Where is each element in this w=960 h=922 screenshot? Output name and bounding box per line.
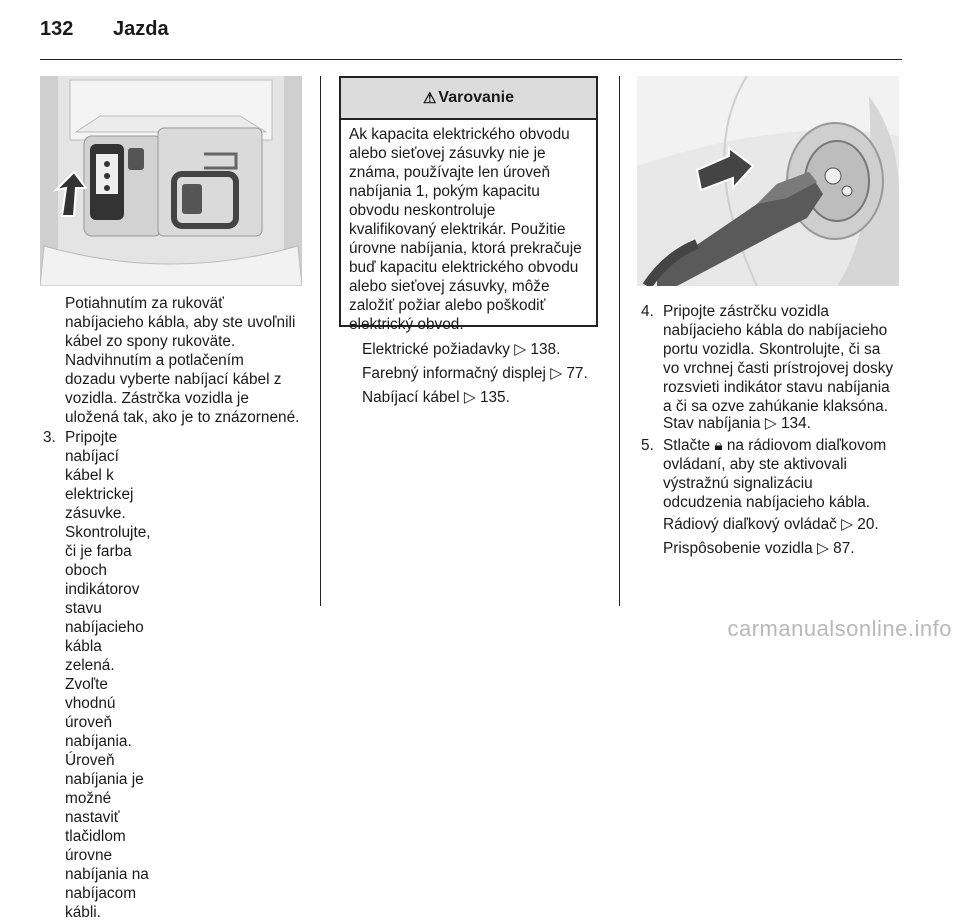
step-line: elektrickej zásuvke. Skontrolujte, (65, 486, 151, 541)
instruction-line: nabíjacieho kábla, aby ste uvoľnili (65, 314, 296, 331)
reference-text: Nabíjací kábel (362, 389, 460, 406)
warning-body (341, 120, 596, 334)
step-line: nabíjacieho kábla zelená. Zvoľte (65, 619, 144, 693)
reference-page: 134. (780, 415, 811, 432)
arrow-right-icon: ▷ (463, 389, 476, 406)
step-line: nabíjania je možné nastaviť (65, 771, 144, 826)
step-line: rozsvieti indikátor stavu nabíjania (663, 379, 890, 396)
warning-line: nabíjania 1, pokým kapacitu (349, 183, 540, 200)
step-number: 4. (641, 303, 654, 320)
step-line: výstražnú signalizáciu (663, 475, 813, 492)
instruction-line: vozidla. Zástrčka vozidla je (65, 390, 249, 407)
column-divider-right (619, 76, 620, 606)
arrow-right-icon: ▷ (514, 341, 527, 358)
cable-removal-instructions (65, 294, 299, 427)
instruction-line: dozadu vyberte nabíjací kábel z (65, 371, 282, 388)
step-line: či je farba oboch indikátorov stavu (65, 543, 140, 617)
step-line: vo vrchnej časti prístrojovej dosky (663, 360, 894, 377)
reference-charge-status[interactable] (663, 414, 811, 433)
reference-text: Prispôsobenie vozidla (663, 540, 813, 557)
reference-page: 20. (857, 516, 879, 533)
warning-title: Varovanie (438, 89, 515, 106)
step-line: tlačidlom úrovne nabíjania na (65, 828, 149, 883)
reference-remote-control[interactable] (663, 515, 879, 534)
warning-line: alebo sieťovej zásuvky, môže (349, 278, 550, 295)
warning-line: kvalifikovaný elektrikár. Použitie (349, 221, 566, 238)
arrow-right-icon: ▷ (841, 516, 853, 533)
reference-electrical-requirements[interactable] (362, 340, 560, 359)
reference-text: Rádiový diaľkový ovládač (663, 516, 837, 533)
reference-page: 135. (479, 389, 510, 406)
cargo-area-drawing (40, 76, 302, 286)
reference-charging-cable[interactable] (362, 388, 510, 407)
charge-port-plug-illustration (637, 76, 899, 286)
warning-line: alebo sieťovej zásuvky nie je (349, 145, 546, 162)
warning-line: elektrický obvod. (349, 316, 464, 333)
cargo-area-cable-illustration (40, 76, 302, 286)
step-text: na rádiovom diaľkovom (726, 437, 887, 454)
step-line: portu vozidla. Skontrolujte, či sa (663, 341, 881, 358)
instruction-line: uložená tak, ako je to znázornené. (65, 409, 300, 426)
step-line (663, 436, 886, 455)
watermark: carmanualsonline.info (727, 616, 952, 641)
reference-text: Farebný informačný displej (362, 365, 546, 382)
step-5-text (663, 436, 886, 512)
step-line: ovládaní, aby ste aktivovali (663, 456, 847, 473)
reference-text: Elektrické požiadavky (362, 341, 510, 358)
reference-text: Stav nabíjania (663, 415, 761, 432)
warning-triangle-icon: ⚠ (422, 90, 437, 107)
step-line: nabíjacom kábli. (65, 885, 137, 921)
step-text: Stlačte (663, 437, 711, 454)
reference-page: 87. (833, 540, 855, 557)
step-line: a či sa ozve zahúkanie klaksóna. (663, 398, 889, 415)
reference-vehicle-personalization[interactable] (663, 539, 855, 558)
charge-port-drawing (637, 76, 899, 286)
arrow-right-icon: ▷ (550, 365, 563, 382)
step-line: Pripojte nabíjací kábel k (65, 429, 119, 484)
page-number: 132 (40, 18, 74, 40)
step-number: 5. (641, 437, 654, 454)
warning-header (341, 78, 596, 120)
header-rule (40, 59, 902, 60)
arrow-right-icon: ▷ (817, 540, 829, 557)
warning-line: úrovne nabíjania, ktorá prekračuje (349, 240, 582, 257)
warning-line: známa, používajte len úroveň (349, 164, 551, 181)
step-4-text (663, 302, 893, 416)
reference-color-info-display[interactable] (362, 364, 588, 383)
step-line: odcudzenia nabíjacieho kábla. (663, 494, 871, 511)
arrow-right-icon: ▷ (764, 415, 777, 432)
warning-line: Ak kapacita elektrického obvodu (349, 126, 570, 143)
step-3-text (65, 428, 151, 922)
reference-page: 138. (530, 341, 561, 358)
step-line: Pripojte zástrčku vozidla (663, 303, 829, 320)
warning-line: založiť požiar alebo poškodiť (349, 297, 546, 314)
column-divider-left (320, 76, 321, 606)
lock-icon: 🔒︎ (714, 437, 723, 454)
instruction-line: Nadvihnutím a potlačením (65, 352, 244, 369)
step-number: 3. (43, 429, 56, 446)
section-title: Jazda (113, 18, 169, 40)
warning-line: buď kapacitu elektrického obvodu (349, 259, 579, 276)
reference-page: 77. (566, 365, 588, 382)
warning-line: obvodu neskontroluje (349, 202, 496, 219)
step-line: vhodnú úroveň nabíjania. Úroveň (65, 695, 132, 769)
instruction-line: Potiahnutím za rukoväť (65, 295, 224, 312)
instruction-line: kábel zo spony rukoväte. (65, 333, 236, 350)
warning-box (339, 76, 598, 333)
step-line: nabíjacieho kábla do nabíjacieho (663, 322, 888, 339)
